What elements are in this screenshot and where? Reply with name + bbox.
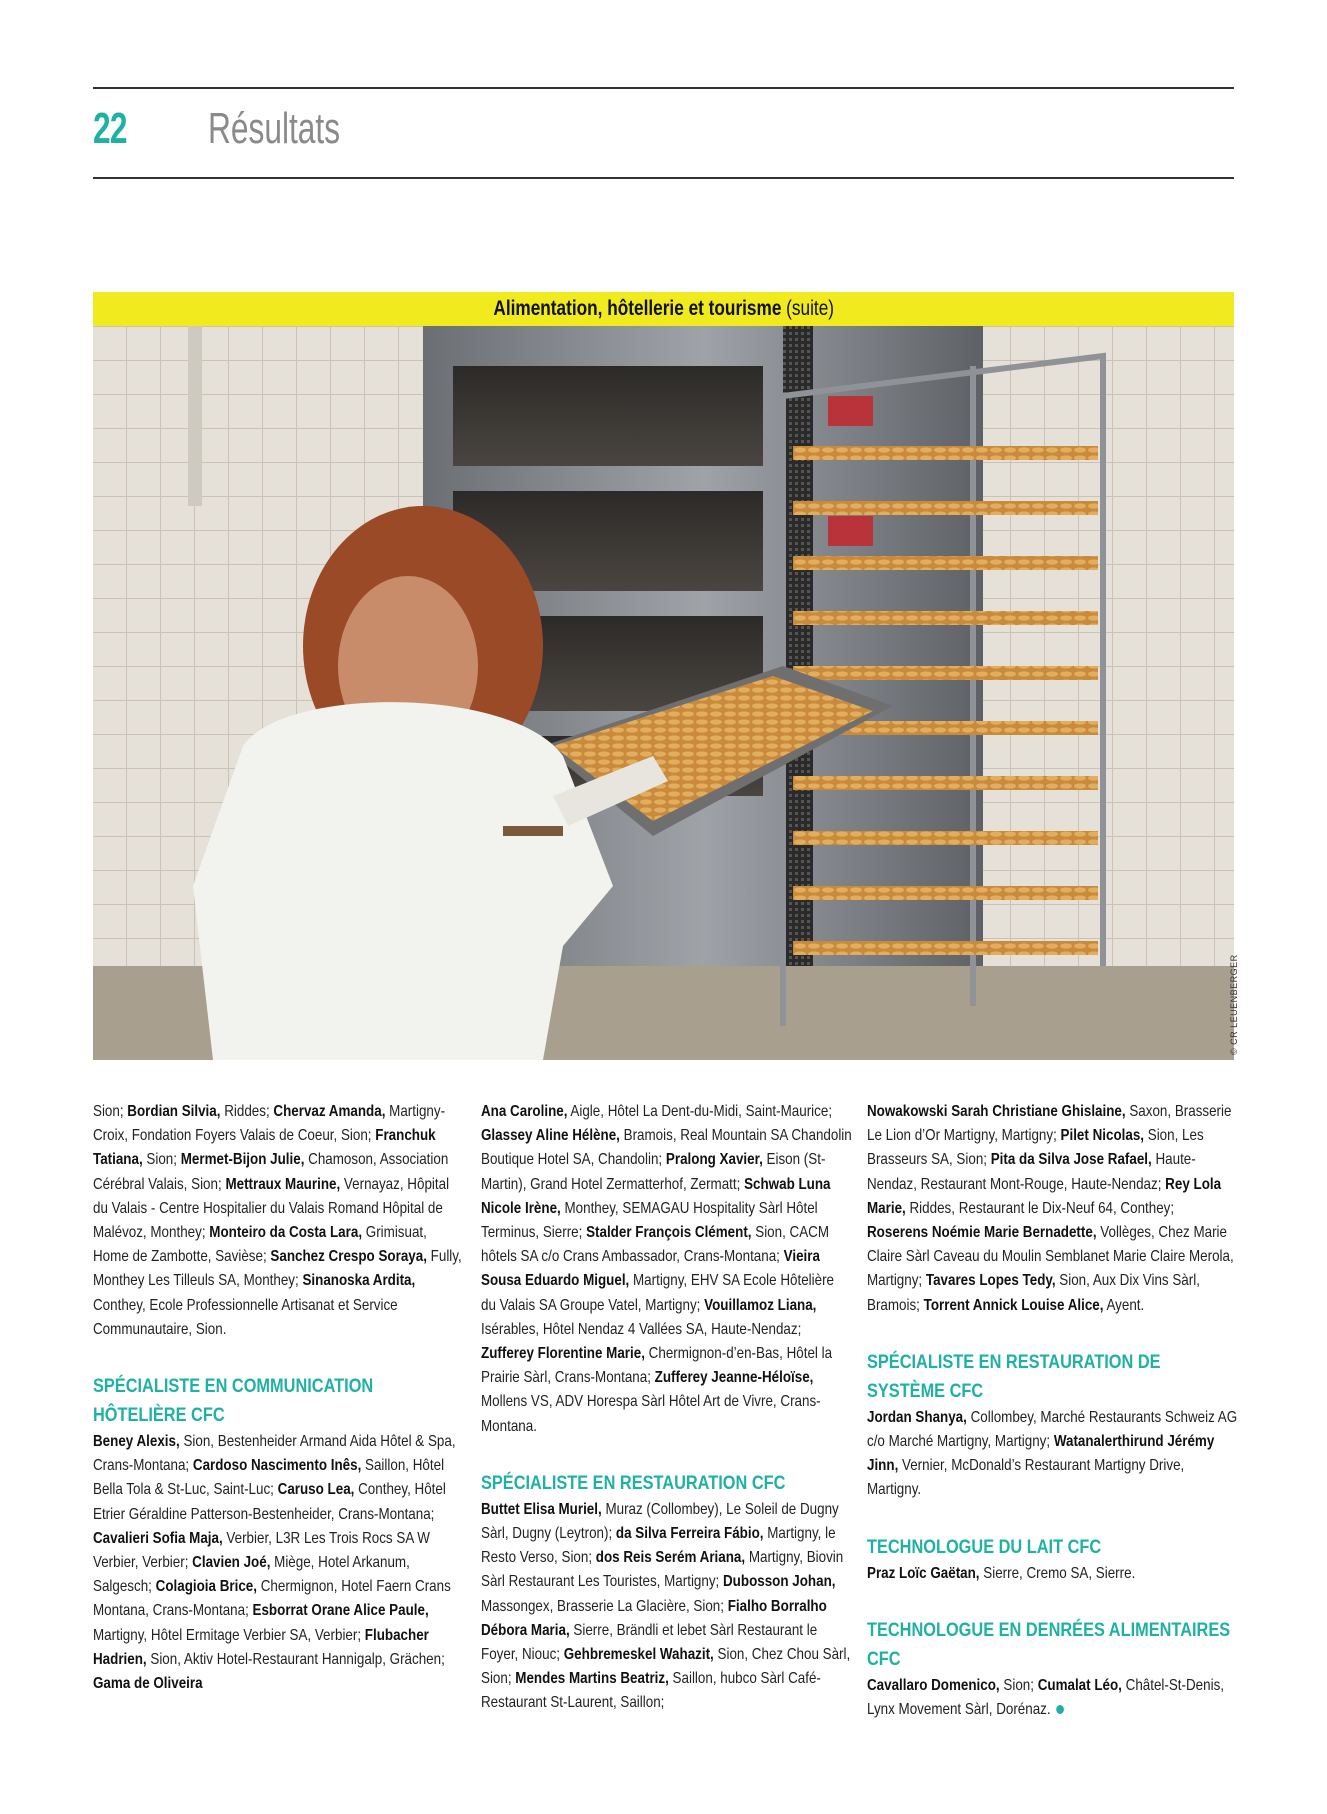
page-title: Résultats (208, 104, 341, 153)
graduate-name: Mettraux Maurine, (225, 1175, 341, 1193)
graduate-name: Glassey Aline Hélène, (481, 1127, 620, 1145)
graduate-name: Zufferey Jeanne-Héloïse, (654, 1369, 814, 1387)
graduate-details: Vollèges, Chez Marie Claire Sàrl Caveau du Moulin Semblanet Marie Claire Merola, Martigny; (867, 1224, 1234, 1290)
graduate-details: Sion; (93, 1103, 128, 1120)
graduate-name: Pita da Silva Jose Rafael, (990, 1151, 1152, 1169)
graduate-name: Dubosson Johan, (722, 1573, 836, 1591)
graduate-details: Isérables, Hôtel Nendaz 4 Vallées SA, Haute-Nendaz; (481, 1320, 802, 1338)
graduate-name: Pilet Nicolas, (1060, 1127, 1145, 1145)
graduate-details: Miège, Hotel Arkanum, Salgesch; (93, 1554, 410, 1596)
graduate-name: Esborrat Orane Alice Paule, (252, 1602, 429, 1620)
graduate-name: Pralong Xavier, (665, 1151, 763, 1169)
section-banner (93, 292, 1234, 326)
graduate-name: Rey Lola Marie, (867, 1175, 1222, 1217)
banner-suffix: (suite) (781, 297, 834, 320)
graduate-name: Stalder François Clément, (586, 1224, 752, 1242)
graduate-name: Cavallaro Domenico, (867, 1676, 1000, 1694)
graduate-details: Mollens VS, ADV Horespa Sàrl Hôtel Art de Vivre, Crans-Montana. (481, 1393, 821, 1435)
graduate-name: Praz Loïc Gaëtan, (867, 1564, 980, 1582)
graduate-details: Martigny, Biovin Sàrl Restaurant Les Touristes, Martigny; (481, 1549, 844, 1591)
graduate-name: Cumalat Léo, (1037, 1676, 1122, 1694)
graduate-name: Bordian Silvia, (127, 1103, 221, 1120)
graduate-name: Franchuk Tatiana, (93, 1127, 436, 1169)
graduate-name: Buttet Elisa Muriel, (481, 1500, 602, 1518)
graduate-details: Verbier, L3R Les Trois Rocs SA W Verbier, Verbier; (93, 1529, 430, 1572)
graduate-details: Sierre, Cremo SA, Sierre. (979, 1564, 1136, 1582)
section-heading: TECHNOLOGUE DU LAIT CFC (867, 1536, 1102, 1558)
section-heading: TECHNOLOGUE EN DENRÉES ALIMENTAIRES CFC (867, 1619, 1231, 1670)
graduate-details: Saxon, Brasserie Le Lion d’Or Martigny, Martigny; (867, 1103, 1232, 1145)
column-2 (481, 1100, 851, 1716)
graduate-details: Ayent. (1103, 1296, 1145, 1314)
graduate-name: Gama de Oliveira (93, 1675, 203, 1693)
graduate-details: Martigny, EHV SA Ecole Hôtelière du Valais SA Groupe Vatel, Martigny; (481, 1272, 835, 1314)
graduate-details: Conthey, Hôtel Etrier Géraldine Patterson-Bestenheider, Crans-Montana; (93, 1481, 446, 1523)
graduate-details: Martigny-Croix, Fondation Foyers Valais de Coeur, Sion; (93, 1103, 446, 1145)
graduate-name: Schwab Luna Nicole Irène, (481, 1175, 831, 1217)
results-paragraph (93, 1100, 465, 1342)
graduate-name: da Silva Ferreira Fábio, (615, 1525, 764, 1543)
graduate-name: Vieira Sousa Eduardo Miguel, (481, 1248, 820, 1290)
graduate-details: Grimisuat, Home de Zambotte, Savièse; (93, 1224, 427, 1266)
graduate-name: Clavien Joé, (192, 1554, 271, 1572)
column-1 (93, 1100, 463, 1696)
graduate-name: Colagioia Brice, (155, 1578, 257, 1596)
graduate-name: Sinanoska Ardita, (302, 1272, 416, 1290)
graduate-details: Sion; (999, 1676, 1038, 1694)
graduate-name: Zufferey Florentine Marie, (481, 1345, 645, 1363)
graduate-details: Chermignon-d’en-Bas, Hôtel la Prairie Sàrl, Crans-Montana; (481, 1345, 833, 1387)
graduate-name: Chervaz Amanda, (273, 1103, 386, 1120)
graduate-name: dos Reis Serém Ariana, (595, 1549, 746, 1567)
graduate-details: Vernier, McDonald’s Restaurant Martigny Drive, Martigny. (867, 1457, 1185, 1499)
bakery-photo (93, 326, 1234, 1060)
graduate-name: Cardoso Nascimento Inês, (192, 1457, 362, 1475)
graduate-details: Massongex, Brasserie La Glacière, Sion; (481, 1597, 728, 1615)
top-rule (93, 87, 1234, 89)
photo-credit: © CR LEUENBERGER (1229, 954, 1239, 1055)
graduate-details: Sierre, Brändli et lebet Sàrl Restaurant le Foyer, Niouc; (481, 1621, 818, 1664)
results-paragraph (481, 1498, 853, 1716)
header-bottom-rule (93, 177, 1234, 179)
banner-title: Alimentation, hôtellerie et tourisme (493, 297, 782, 320)
graduate-details: Martigny, Hôtel Ermitage Verbier SA, Verbier; (93, 1626, 365, 1644)
graduate-details: Chamoson, Association Cérébral Valais, Sion; (93, 1151, 449, 1193)
end-marker-dot (1056, 1705, 1064, 1714)
graduate-name: Caruso Lea, (277, 1481, 355, 1499)
graduate-details: Collombey, Marché Restaurants Schweiz AG c/o Marché Martigny, Martigny; (867, 1408, 1238, 1451)
graduate-details: Sion, Aktiv Hotel-Restaurant Hannigalp, Grächen; (146, 1650, 445, 1668)
column-3 (867, 1100, 1237, 1722)
graduate-details: Chermignon, Hotel Faern Crans Montana, Crans-Montana; (93, 1578, 451, 1620)
graduate-name: Tavares Lopes Tedy, (925, 1272, 1056, 1290)
graduate-details: Aigle, Hôtel La Dent-du-Midi, Saint-Maurice; (567, 1103, 833, 1120)
results-paragraph (867, 1562, 1239, 1586)
graduate-name: Vouillamoz Liana, (704, 1296, 817, 1314)
graduate-details: Monthey, SEMAGAU Hospitality Sàrl Hôtel Terminus, Sierre; (481, 1199, 818, 1242)
graduate-details: Sion, Bestenheider Armand Aida Hôtel & Spa, Crans-Montana; (93, 1433, 456, 1475)
page-number: 22 (93, 104, 127, 153)
graduate-details: Sion, Les Brasseurs SA, Sion; (867, 1127, 1204, 1169)
graduate-details: Muraz (Collombey), Le Soleil de Dugny Sàrl, Dugny (Leytron); (481, 1500, 839, 1543)
graduate-name: Roserens Noémie Marie Bernadette, (867, 1224, 1097, 1242)
graduate-details: Riddes, Restaurant le Dix-Neuf 64, Conthey; (905, 1199, 1175, 1217)
graduate-name: Gehbremeskel Wahazit, (563, 1646, 714, 1664)
graduate-name: Sanchez Crespo Soraya, (270, 1248, 427, 1266)
graduate-details: Sion, Chez Chou Sàrl, Sion; (481, 1646, 851, 1688)
graduate-name: Mendes Martins Beatriz, (515, 1670, 669, 1688)
section-heading: SPÉCIALISTE EN COMMUNICATION HÔTELIÈRE CFC (93, 1376, 374, 1427)
graduate-details: Riddes; (220, 1103, 274, 1120)
graduate-name: Mermet-Bijon Julie, (180, 1151, 305, 1169)
graduate-details: Haute-Nendaz, Restaurant Mont-Rouge, Haute-Nendaz; (867, 1151, 1196, 1193)
graduate-name: Jordan Shanya, (867, 1408, 967, 1426)
graduate-details: Châtel-St-Denis, Lynx Movement Sàrl, Dorénaz. (867, 1676, 1225, 1719)
graduate-name: Torrent Annick Louise Alice, (923, 1296, 1104, 1314)
graduate-details: Martigny, le Resto Verso, Sion; (481, 1525, 836, 1567)
results-paragraph (481, 1100, 853, 1439)
results-paragraph (867, 1406, 1239, 1503)
graduate-name: Ana Caroline, (481, 1103, 568, 1120)
graduate-name: Monteiro da Costa Lara, (209, 1224, 363, 1242)
graduate-name: Cavalieri Sofia Maja, (93, 1529, 223, 1547)
results-paragraph (867, 1674, 1239, 1722)
results-paragraph (93, 1430, 465, 1696)
graduate-details: Saillon, hubco Sàrl Café-Restaurant St-Laurent, Saillon; (481, 1670, 821, 1712)
graduate-details: Sion, Aux Dix Vins Sàrl, Bramois; (867, 1272, 1200, 1314)
graduate-name: Beney Alexis, (93, 1433, 180, 1451)
graduate-details: Vernayaz, Hôpital du Valais - Centre Hospitalier du Valais Romand Hôpital de Malévoz, Monthey; (93, 1175, 450, 1242)
graduate-name: Nowakowski Sarah Christiane Ghislaine, (867, 1103, 1126, 1120)
graduate-name: Fialho Borralho Débora Maria, (481, 1597, 827, 1639)
graduate-details: Sion, CACM hôtels SA c/o Crans Ambassador, Crans-Montana; (481, 1224, 830, 1266)
graduate-name: Watanalerthirund Jérémy Jinn, (867, 1433, 1215, 1475)
graduate-name: Flubacher Hadrien, (93, 1626, 429, 1668)
graduate-details: Bramois, Real Mountain SA Chandolin Boutique Hotel SA, Chandolin; (481, 1127, 852, 1169)
section-heading: SPÉCIALISTE EN RESTAURATION DE SYSTÈME CFC (867, 1351, 1161, 1402)
graduate-details: Saillon, Hôtel Bella Tola & St-Luc, Saint-Luc; (93, 1457, 445, 1499)
graduate-details: Conthey, Ecole Professionnelle Artisanat et Service Communautaire, Sion. (93, 1296, 398, 1338)
section-heading: SPÉCIALISTE EN RESTAURATION CFC (481, 1472, 786, 1494)
graduate-details: Eison (St-Martin), Grand Hotel Zermatterhof, Zermatt; (481, 1151, 826, 1193)
graduate-details: Sion; (142, 1151, 181, 1169)
graduate-details: Fully, Monthey Les Tilleuls SA, Monthey; (93, 1248, 462, 1290)
results-paragraph (867, 1100, 1239, 1318)
